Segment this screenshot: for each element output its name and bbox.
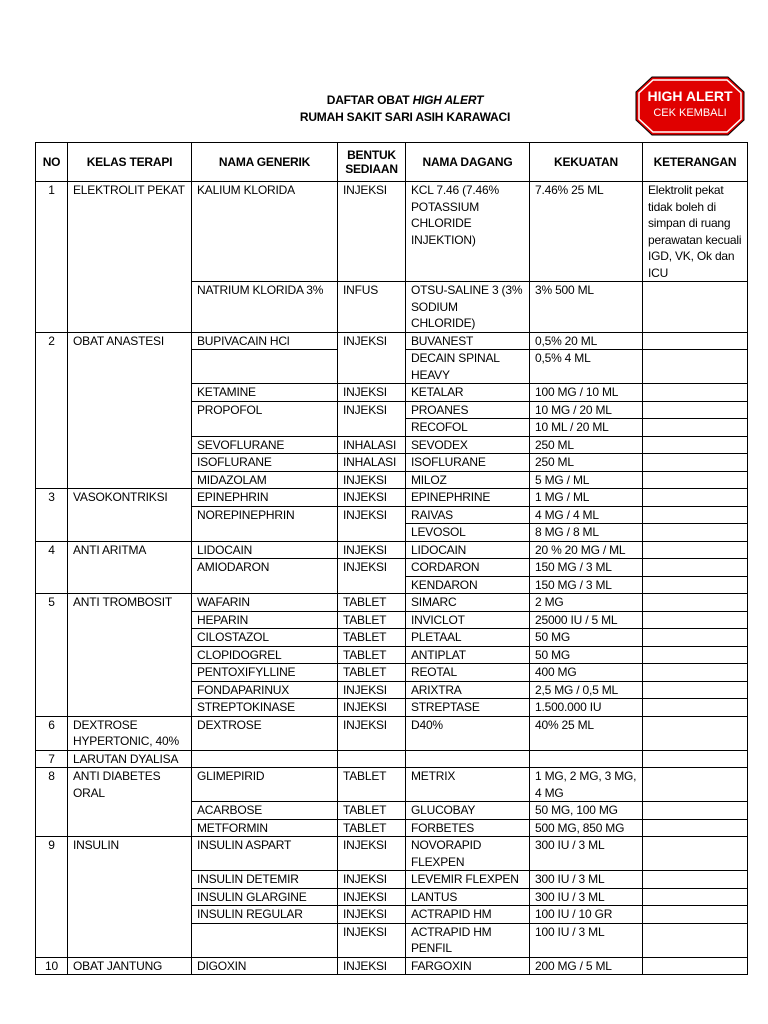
cell-kelas-terapi: ELEKTROLIT PEKAT xyxy=(68,182,192,333)
cell-sediaan: TABLET xyxy=(338,611,406,629)
cell-kekuatan: 300 IU / 3 ML xyxy=(530,871,643,889)
cell-dagang: D40% xyxy=(406,716,530,750)
cell-keterangan xyxy=(643,646,748,664)
cell-generik: NOREPINEPHRIN xyxy=(192,506,338,541)
cell-sediaan: INFUS xyxy=(338,282,406,333)
cell-kelas-terapi: INSULIN xyxy=(68,837,192,958)
cell-generik: SEVOFLURANE xyxy=(192,436,338,454)
cell-dagang: CORDARON xyxy=(406,559,530,577)
table-row xyxy=(36,768,748,802)
cell-kekuatan: 1.500.000 IU xyxy=(530,699,643,717)
cell-dagang xyxy=(406,750,530,768)
cell-dagang: DECAIN SPINAL HEAVY xyxy=(406,350,530,384)
cell-generik: PENTOXIFYLLINE xyxy=(192,664,338,682)
cell-dagang: METRIX xyxy=(406,768,530,802)
col-header-no: NO xyxy=(36,143,68,182)
cell-keterangan xyxy=(643,282,748,333)
title-prefix: DAFTAR OBAT xyxy=(326,93,413,107)
table-row xyxy=(36,541,748,559)
cell-keterangan xyxy=(643,664,748,682)
cell-keterangan xyxy=(643,768,748,802)
cell-kelas-terapi: LARUTAN DYALISA xyxy=(68,750,192,768)
cell-sediaan: INJEKSI xyxy=(338,837,406,871)
cell-sediaan: TABLET xyxy=(338,802,406,820)
table-header-row xyxy=(36,143,748,182)
cell-keterangan xyxy=(643,888,748,906)
cell-no: 8 xyxy=(36,768,68,837)
table-row xyxy=(36,750,748,768)
cell-dagang: MILOZ xyxy=(406,471,530,489)
cell-keterangan xyxy=(643,559,748,577)
cell-kelas-terapi: VASOKONTRIKSI xyxy=(68,489,192,542)
cell-keterangan: Elektrolit pekat tidak boleh di simpan di ruang perawatan kecuali IGD, VK, Ok dan ICU xyxy=(643,182,748,282)
cell-kekuatan: 300 IU / 3 ML xyxy=(530,837,643,871)
cell-keterangan xyxy=(643,419,748,437)
cell-dagang: RECOFOL xyxy=(406,419,530,437)
table-row xyxy=(36,332,748,350)
cell-no: 10 xyxy=(36,957,68,975)
cell-keterangan xyxy=(643,802,748,820)
cell-dagang: FORBETES xyxy=(406,819,530,837)
table-row xyxy=(36,716,748,750)
cell-kekuatan: 100 MG / 10 ML xyxy=(530,384,643,402)
cell-keterangan xyxy=(643,489,748,507)
title-italic: HIGH ALERT xyxy=(412,93,484,107)
cell-dagang: GLUCOBAY xyxy=(406,802,530,820)
cell-sediaan: TABLET xyxy=(338,664,406,682)
cell-keterangan xyxy=(643,629,748,647)
cell-generik: INSULIN GLARGINE xyxy=(192,888,338,906)
cell-kelas-terapi: DEXTROSE HYPERTONIC, 40% xyxy=(68,716,192,750)
cell-generik xyxy=(192,350,338,384)
cell-kekuatan: 2,5 MG / 0,5 ML xyxy=(530,681,643,699)
cell-keterangan xyxy=(643,611,748,629)
col-header-keterangan: KETERANGAN xyxy=(643,143,748,182)
cell-dagang: INVICLOT xyxy=(406,611,530,629)
cell-kekuatan: 3% 500 ML xyxy=(530,282,643,333)
col-header-nama-dagang: NAMA DAGANG xyxy=(406,143,530,182)
col-header-nama-generik: NAMA GENERIK xyxy=(192,143,338,182)
cell-keterangan xyxy=(643,541,748,559)
cell-dagang: LANTUS xyxy=(406,888,530,906)
cell-no: 3 xyxy=(36,489,68,542)
cell-generik: EPINEPHRIN xyxy=(192,489,338,507)
cell-dagang: KCL 7.46 (7.46% POTASSIUM CHLORIDE INJEKTION) xyxy=(406,182,530,282)
cell-no: 6 xyxy=(36,716,68,750)
cell-generik: AMIODARON xyxy=(192,559,338,594)
cell-dagang: ANTIPLAT xyxy=(406,646,530,664)
cell-kekuatan: 100 IU / 10 GR xyxy=(530,906,643,924)
cell-keterangan xyxy=(643,576,748,594)
cell-dagang: EPINEPHRINE xyxy=(406,489,530,507)
cell-keterangan xyxy=(643,436,748,454)
document-title xyxy=(250,93,560,107)
cell-kekuatan: 400 MG xyxy=(530,664,643,682)
cell-sediaan: INJEKSI xyxy=(338,384,406,402)
col-header-kelas-terapi: KELAS TERAPI xyxy=(68,143,192,182)
cell-generik: MIDAZOLAM xyxy=(192,471,338,489)
document-subtitle: RUMAH SAKIT SARI ASIH KARAWACI xyxy=(299,110,511,124)
cell-generik: INSULIN DETEMIR xyxy=(192,871,338,889)
cell-dagang: OTSU-SALINE 3 (3% SODIUM CHLORIDE) xyxy=(406,282,530,333)
cell-generik: DIGOXIN xyxy=(192,957,338,975)
cell-dagang: ACTRAPID HM PENFIL xyxy=(406,923,530,957)
cell-sediaan: INJEKSI xyxy=(338,716,406,750)
octagon-stop-icon xyxy=(635,76,745,136)
col-header-kekuatan: KEKUATAN xyxy=(530,143,643,182)
cell-sediaan: TABLET xyxy=(338,646,406,664)
cell-dagang: STREPTASE xyxy=(406,699,530,717)
cell-sediaan: INJEKSI xyxy=(338,888,406,906)
cell-keterangan xyxy=(643,594,748,612)
cell-generik xyxy=(192,750,338,768)
cell-kekuatan: 4 MG / 4 ML xyxy=(530,506,643,524)
badge-sublabel: CEK KEMBALI xyxy=(653,107,727,119)
cell-generik xyxy=(192,923,338,957)
cell-keterangan xyxy=(643,524,748,542)
cell-kekuatan: 8 MG / 8 ML xyxy=(530,524,643,542)
cell-dagang: NOVORAPID FLEXPEN xyxy=(406,837,530,871)
cell-keterangan xyxy=(643,819,748,837)
high-alert-badge xyxy=(635,76,745,136)
cell-sediaan: INJEKSI xyxy=(338,681,406,699)
cell-sediaan: TABLET xyxy=(338,819,406,837)
cell-keterangan xyxy=(643,906,748,924)
cell-generik: ACARBOSE xyxy=(192,802,338,820)
cell-kelas-terapi: ANTI DIABETES ORAL xyxy=(68,768,192,837)
cell-keterangan xyxy=(643,384,748,402)
cell-kelas-terapi: OBAT JANTUNG xyxy=(68,957,192,975)
cell-dagang: SIMARC xyxy=(406,594,530,612)
cell-keterangan xyxy=(643,923,748,957)
cell-dagang: LIDOCAIN xyxy=(406,541,530,559)
cell-sediaan: INJEKSI xyxy=(338,471,406,489)
cell-dagang: SEVODEX xyxy=(406,436,530,454)
col-header-bentuk-sediaan: BENTUK SEDIAAN xyxy=(338,143,406,182)
cell-dagang: RAIVAS xyxy=(406,506,530,524)
cell-kekuatan: 10 ML / 20 ML xyxy=(530,419,643,437)
cell-kekuatan: 1 MG / ML xyxy=(530,489,643,507)
cell-generik: METFORMIN xyxy=(192,819,338,837)
cell-generik: KALIUM KLORIDA xyxy=(192,182,338,282)
cell-dagang: PROANES xyxy=(406,401,530,419)
cell-kekuatan: 50 MG xyxy=(530,646,643,664)
cell-kekuatan: 200 MG / 5 ML xyxy=(530,957,643,975)
cell-sediaan: TABLET xyxy=(338,629,406,647)
cell-kekuatan: 300 IU / 3 ML xyxy=(530,888,643,906)
cell-dagang: FARGOXIN xyxy=(406,957,530,975)
cell-kekuatan: 40% 25 ML xyxy=(530,716,643,750)
cell-kekuatan: 150 MG / 3 ML xyxy=(530,576,643,594)
cell-kekuatan: 50 MG, 100 MG xyxy=(530,802,643,820)
cell-dagang: BUVANEST xyxy=(406,332,530,350)
cell-keterangan xyxy=(643,871,748,889)
table-row xyxy=(36,594,748,612)
cell-no: 4 xyxy=(36,541,68,594)
cell-generik: FONDAPARINUX xyxy=(192,681,338,699)
cell-no: 7 xyxy=(36,750,68,768)
table-row xyxy=(36,957,748,975)
cell-generik: INSULIN REGULAR xyxy=(192,906,338,924)
cell-sediaan: INHALASI xyxy=(338,436,406,454)
cell-kekuatan: 100 IU / 3 ML xyxy=(530,923,643,957)
cell-keterangan xyxy=(643,332,748,350)
high-alert-drug-table xyxy=(35,142,748,975)
cell-sediaan: INJEKSI xyxy=(338,699,406,717)
cell-generik: WAFARIN xyxy=(192,594,338,612)
cell-generik: HEPARIN xyxy=(192,611,338,629)
cell-generik: PROPOFOL xyxy=(192,401,338,436)
cell-kelas-terapi: ANTI ARITMA xyxy=(68,541,192,594)
cell-kekuatan xyxy=(530,750,643,768)
cell-keterangan xyxy=(643,506,748,524)
cell-generik: GLIMEPIRID xyxy=(192,768,338,802)
cell-kekuatan: 250 ML xyxy=(530,454,643,472)
cell-kekuatan: 500 MG, 850 MG xyxy=(530,819,643,837)
cell-dagang: ISOFLURANE xyxy=(406,454,530,472)
cell-no: 9 xyxy=(36,837,68,958)
cell-kekuatan: 0,5% 20 ML xyxy=(530,332,643,350)
cell-dagang: ARIXTRA xyxy=(406,681,530,699)
cell-sediaan: INJEKSI xyxy=(338,541,406,559)
cell-keterangan xyxy=(643,750,748,768)
cell-kekuatan: 20 % 20 MG / ML xyxy=(530,541,643,559)
cell-kekuatan: 1 MG, 2 MG, 3 MG, 4 MG xyxy=(530,768,643,802)
cell-keterangan xyxy=(643,471,748,489)
cell-kekuatan: 0,5% 4 ML xyxy=(530,350,643,384)
cell-kekuatan: 150 MG / 3 ML xyxy=(530,559,643,577)
cell-dagang: KETALAR xyxy=(406,384,530,402)
cell-sediaan: INJEKSI xyxy=(338,559,406,594)
cell-keterangan xyxy=(643,454,748,472)
cell-generik: INSULIN ASPART xyxy=(192,837,338,871)
cell-kekuatan: 25000 IU / 5 ML xyxy=(530,611,643,629)
cell-sediaan: TABLET xyxy=(338,594,406,612)
cell-sediaan: INJEKSI xyxy=(338,401,406,436)
cell-kekuatan: 50 MG xyxy=(530,629,643,647)
cell-dagang: LEVEMIR FLEXPEN xyxy=(406,871,530,889)
cell-kekuatan: 250 ML xyxy=(530,436,643,454)
cell-dagang: PLETAAL xyxy=(406,629,530,647)
table-row xyxy=(36,489,748,507)
cell-dagang: REOTAL xyxy=(406,664,530,682)
cell-generik: LIDOCAIN xyxy=(192,541,338,559)
cell-sediaan: TABLET xyxy=(338,768,406,802)
cell-kekuatan: 2 MG xyxy=(530,594,643,612)
cell-sediaan: INJEKSI xyxy=(338,332,406,384)
cell-keterangan xyxy=(643,350,748,384)
cell-generik: ISOFLURANE xyxy=(192,454,338,472)
cell-dagang: LEVOSOL xyxy=(406,524,530,542)
cell-generik: STREPTOKINASE xyxy=(192,699,338,717)
badge-label: HIGH ALERT xyxy=(647,88,733,104)
cell-kekuatan: 7.46% 25 ML xyxy=(530,182,643,282)
cell-no: 2 xyxy=(36,332,68,489)
cell-kekuatan: 10 MG / 20 ML xyxy=(530,401,643,419)
cell-no: 5 xyxy=(36,594,68,717)
table-row xyxy=(36,182,748,282)
cell-sediaan xyxy=(338,750,406,768)
cell-keterangan xyxy=(643,837,748,871)
cell-generik: BUPIVACAIN HCl xyxy=(192,332,338,350)
cell-dagang: KENDARON xyxy=(406,576,530,594)
cell-generik: KETAMINE xyxy=(192,384,338,402)
cell-keterangan xyxy=(643,681,748,699)
cell-kelas-terapi: ANTI TROMBOSIT xyxy=(68,594,192,717)
cell-sediaan: INJEKSI xyxy=(338,906,406,924)
cell-sediaan: INJEKSI xyxy=(338,182,406,282)
cell-keterangan xyxy=(643,699,748,717)
cell-dagang: ACTRAPID HM xyxy=(406,906,530,924)
cell-sediaan: INJEKSI xyxy=(338,957,406,975)
cell-no: 1 xyxy=(36,182,68,333)
cell-generik: CLOPIDOGREL xyxy=(192,646,338,664)
cell-sediaan: INJEKSI xyxy=(338,923,406,957)
cell-kekuatan: 5 MG / ML xyxy=(530,471,643,489)
cell-sediaan: INJEKSI xyxy=(338,871,406,889)
cell-keterangan xyxy=(643,716,748,750)
cell-sediaan: INJEKSI xyxy=(338,489,406,507)
cell-keterangan xyxy=(643,401,748,419)
cell-generik: CILOSTAZOL xyxy=(192,629,338,647)
cell-keterangan xyxy=(643,957,748,975)
cell-generik: NATRIUM KLORIDA 3% xyxy=(192,282,338,333)
cell-kelas-terapi: OBAT ANASTESI xyxy=(68,332,192,489)
cell-sediaan: INJEKSI xyxy=(338,506,406,541)
table-row xyxy=(36,837,748,871)
cell-generik: DEXTROSE xyxy=(192,716,338,750)
cell-sediaan: INHALASI xyxy=(338,454,406,472)
